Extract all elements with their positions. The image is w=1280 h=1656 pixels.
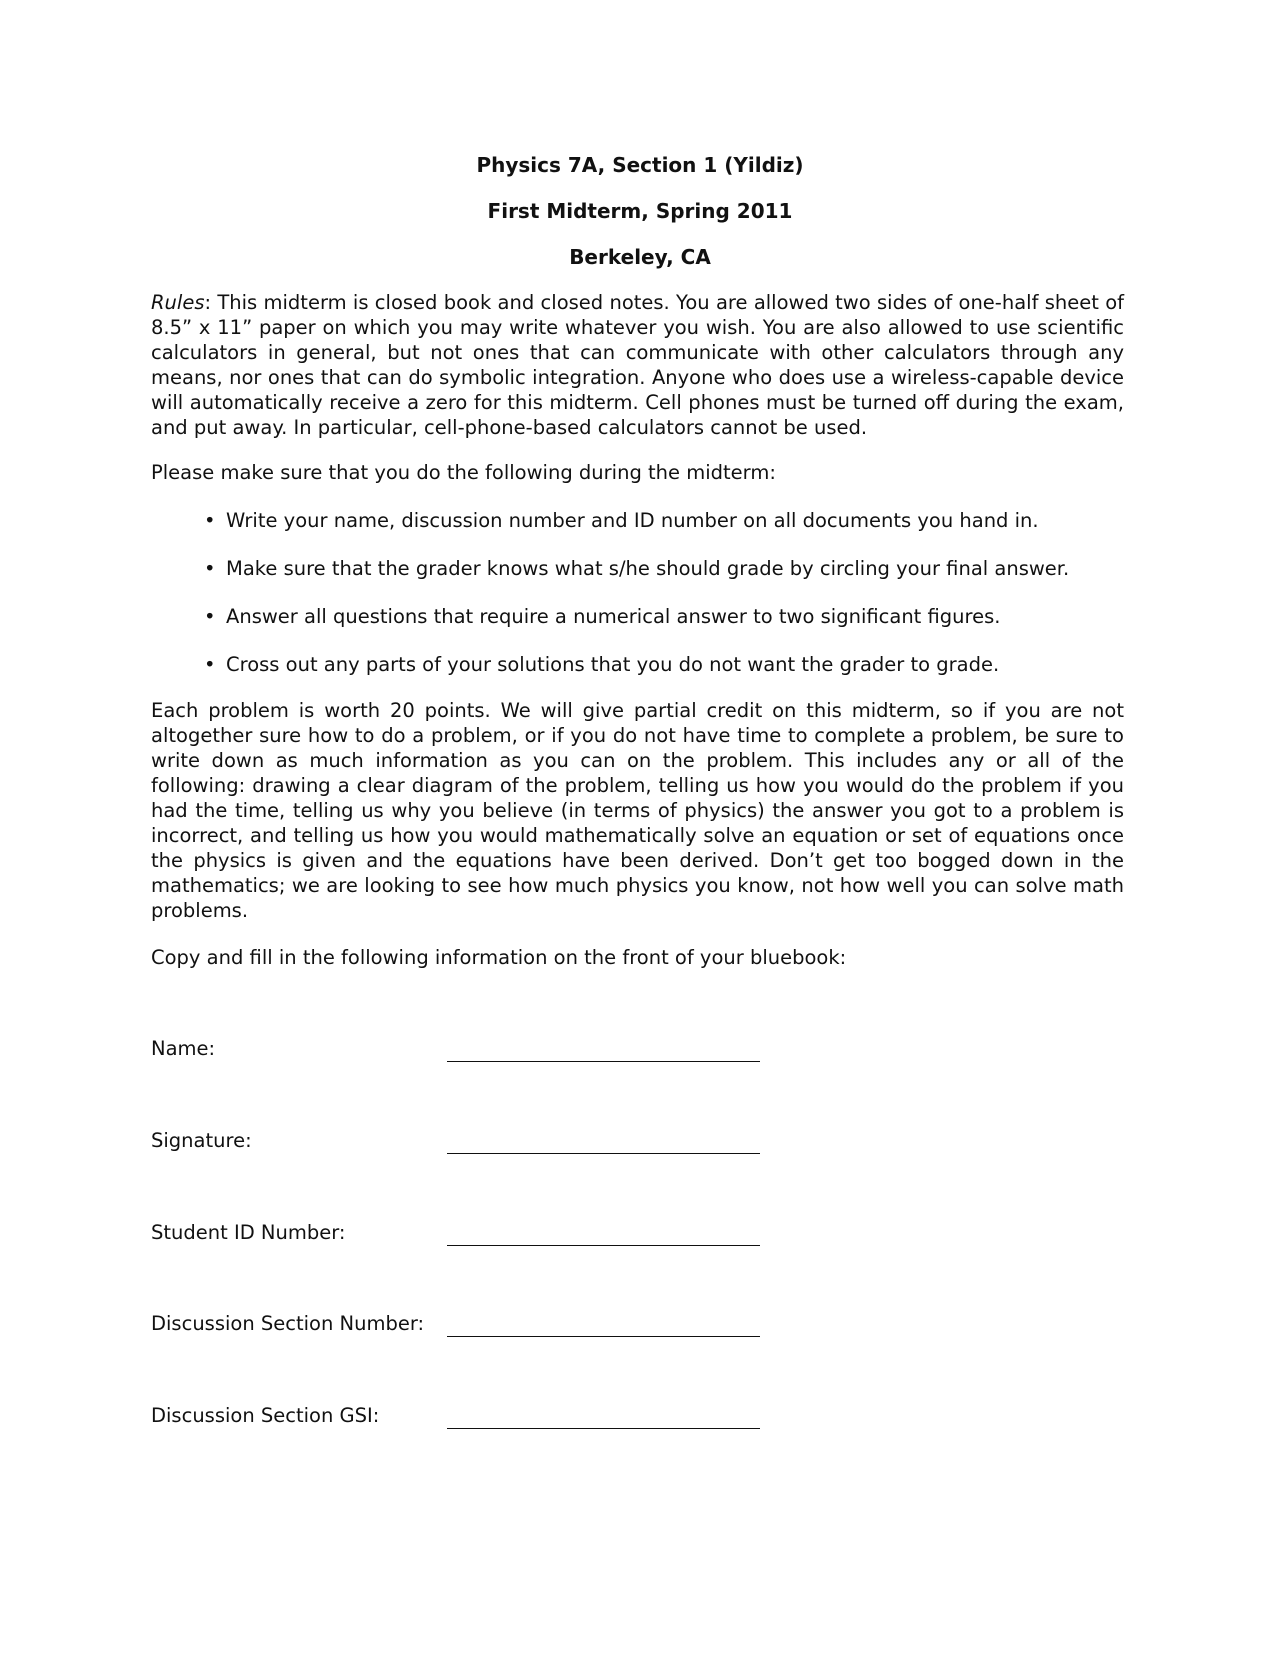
discussion-section-gsi-label: Discussion Section GSI: [151, 1404, 380, 1427]
discussion-section-number-blank-line [447, 1336, 760, 1337]
discussion-section-gsi-field [151, 1403, 771, 1433]
discussion-section-number-label: Discussion Section Number: [151, 1312, 425, 1335]
signature-field [151, 1128, 771, 1158]
student-id-label: Student ID Number: [151, 1221, 346, 1244]
partial-credit-paragraph: Each problem is worth 20 points. We will give partial credit on this midterm, so if you are not altogether sure how to do a problem, or if you do not have time to complete a problem, be sure to write down as much information as you can on the problem. This includes any or all of the following: drawing a clear diagram of the problem, telling us how you would do the problem if you had the time, telling us why you believe (in terms of physics) the answer you got to a problem is incorrect, and telling us how you would mathematically solve an equation or set of equations once the physics is given and the equations have been derived. Don’t get too bogged down in the mathematics; we are looking to see how much physics you know, not how well you can solve math problems. [151, 699, 1124, 922]
student-id-field [151, 1220, 771, 1250]
signature-label: Signature: [151, 1129, 252, 1152]
exam-title: First Midterm, Spring 2011 [487, 199, 793, 223]
rules-paragraph [151, 290, 1124, 440]
name-blank-line [447, 1061, 760, 1062]
copy-instruction: Copy and fill in the following information on the front of your bluebook: [151, 946, 847, 969]
exam-location: Berkeley, CA [569, 245, 711, 269]
discussion-section-number-field [151, 1311, 771, 1341]
rules-label: Rules [151, 291, 205, 314]
student-id-blank-line [447, 1245, 760, 1246]
list-item: • Write your name, discussion number and ID number on all documents you hand in. [204, 508, 1069, 533]
signature-blank-line [447, 1153, 760, 1154]
course-title: Physics 7A, Section 1 (Yildiz) [476, 153, 804, 177]
list-item: • Make sure that the grader knows what s/he should grade by circling your final answer. [204, 556, 1069, 581]
list-item: • Answer all questions that require a numerical answer to two significant figures. [204, 604, 1069, 629]
instructions-intro: Please make sure that you do the following during the midterm: [151, 461, 776, 484]
name-label: Name: [151, 1037, 216, 1060]
list-item: • Cross out any parts of your solutions that you do not want the grader to grade. [204, 652, 1069, 677]
name-field [151, 1036, 771, 1066]
instructions-list [204, 508, 1069, 700]
rules-text: : This midterm is closed book and closed notes. You are allowed two sides of one-half sheet of 8.5” x 11” paper on which you may write whatever you wish. You are also allowed to use scientific calculators in general, but not ones that can communicate with other calculators through any means, nor ones that can do symbolic integration. Anyone who does use a wireless-capable device will automatically receive a zero for this midterm. Cell phones must be turned off during the exam, and put away. In particular, cell-phone-based calculators cannot be used. [151, 291, 1124, 439]
discussion-section-gsi-blank-line [447, 1428, 760, 1429]
